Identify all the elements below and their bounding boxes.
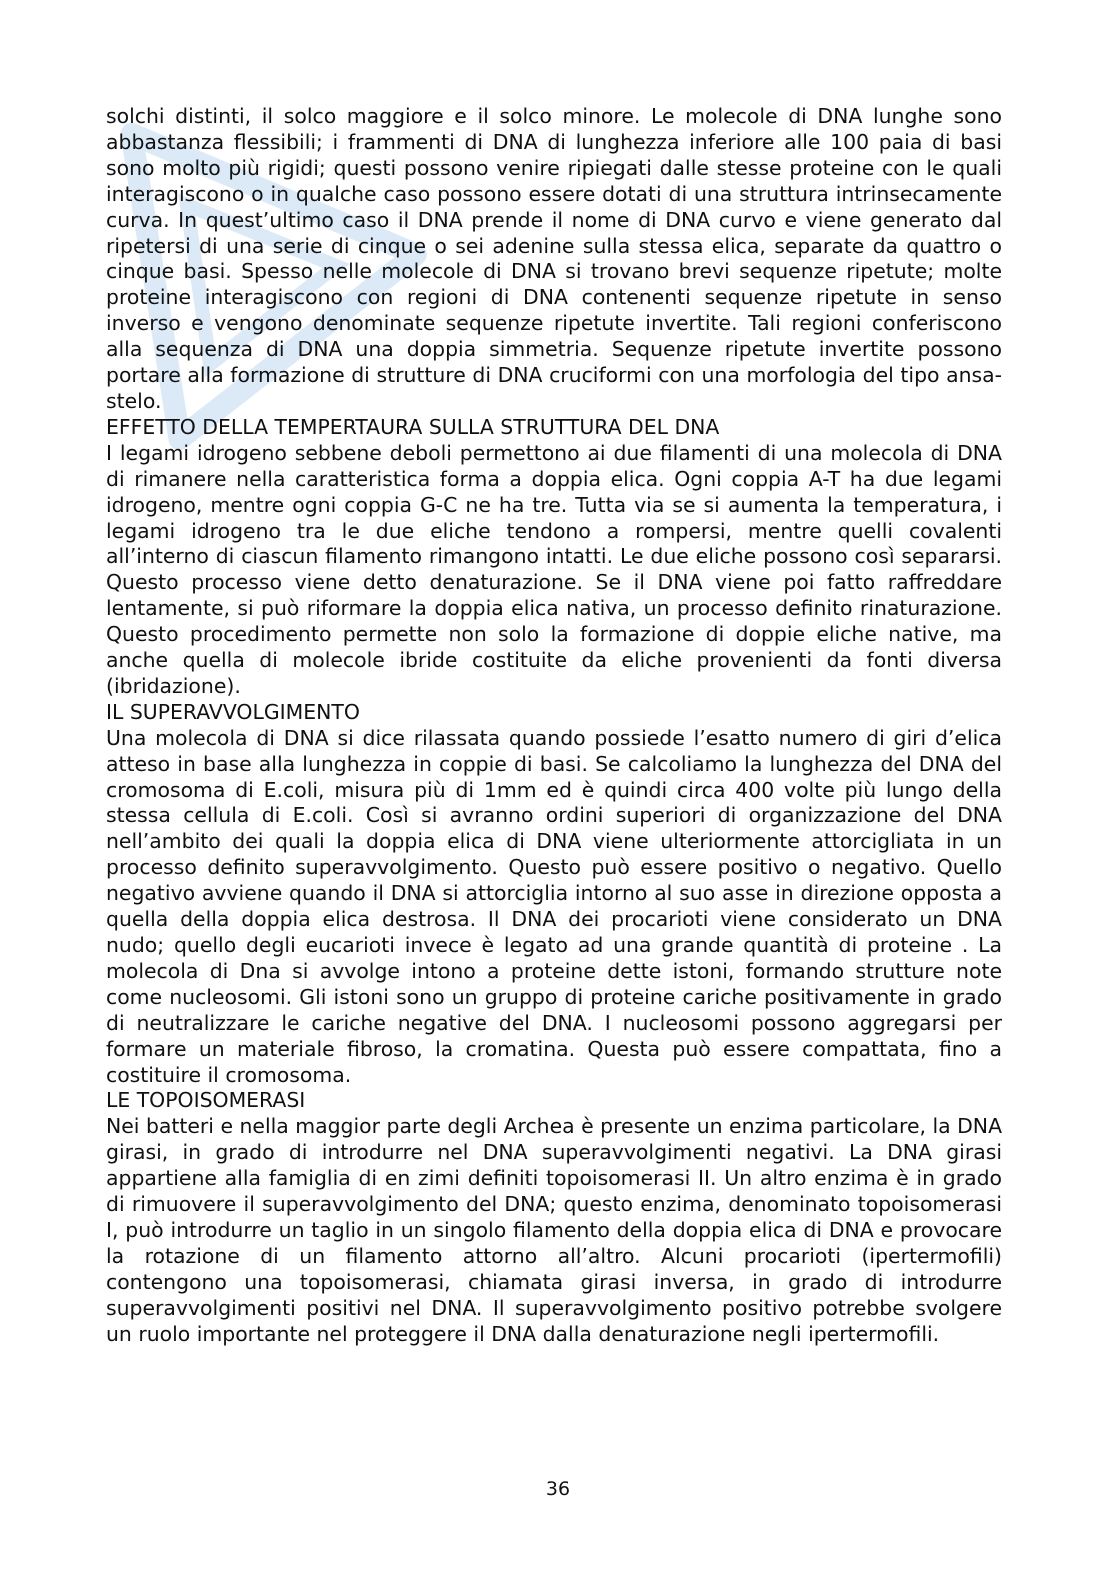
paragraph-temperature: I legami idrogeno sebbene deboli permettono ai due filamenti di una molecola di DNA di rimanere nella caratteristica forma a doppia elica. Ogni coppia A-T ha due legami idrogeno, mentre ogni coppia G-C ne ha tre. Tutta via se si aumenta la temperatura, i legami idrogeno tra le due eliche tendono a rompersi, mentre quelli covalenti all’interno di ciascun filamento rimangono intatti. Le due eliche possono così separarsi. Questo processo viene detto denaturazione. Se il DNA viene poi fatto raffreddare lentamente, si può riformare la doppia elica nativa, un processo definito rinaturazione. Questo procedimento permette non solo la formazione di doppie eliche native, ma anche quella di molecole ibride costituite da eliche provenienti da fonti diversa (ibridazione). [106,440,1002,698]
paragraph-intro: solchi distinti, il solco maggiore e il solco minore. Le molecole di DNA lunghe sono abbastanza flessibili; i frammenti di DNA di lunghezza inferiore alle 100 paia di basi sono molto più rigidi; questi possono venire ripiegati dalle stesse proteine con le quali interagiscono o in qualche caso possono essere dotati di una struttura intrinsecamente curva. In quest’ultimo caso il DNA prende il nome di DNA curvo e viene generato dal ripetersi di una serie di cinque o sei adenine sulla stessa elica, separate da quattro o cinque basi. Spesso nelle molecole di DNA si trovano brevi sequenze ripetute; molte proteine interagiscono con regioni di DNA contenenti sequenze ripetute in senso inverso e vengono denominate sequenze ripetute invertite. Tali regioni conferiscono alla sequenza di DNA una doppia simmetria. Sequenze ripetute invertite possono portare alla formazione di strutture di DNA cruciformi con una morfologia del tipo ansa-stelo. [106,104,1002,413]
heading-topoisomerases: LE TOPOISOMERASI [106,1088,306,1113]
paragraph-topoisomerases: Nei batteri e nella maggior parte degli Archea è presente un enzima particolare, la DNA girasi, in grado di introdurre nel DNA superavvolgimenti negativi. La DNA girasi appartiene alla famiglia di en zimi definiti topoisomerasi II. Un altro enzima è in grado di rimuovere il superavvolgimento del DNA; questo enzima, denominato topoisomerasi I, può introdurre un taglio in un singolo filamento della doppia elica di DNA e provocare la rotazione di un filamento attorno all’altro. Alcuni procarioti (ipertermofili) contengono una topoisomerasi, chiamata girasi inversa, in grado di introdurre superavvolgimenti positivi nel DNA. Il superavvolgimento positivo potrebbe svolgere un ruolo importante nel proteggere il DNA dalla denaturazione negli ipertermofili. [106,1114,1003,1346]
heading-temperature: EFFETTO DELLA TEMPERTAURA SULLA STRUTTURA DEL DNA [106,414,720,439]
paragraph-supercoiling: Una molecola di DNA si dice rilassata quando possiede l’esatto numero di giri d’elica atteso in base alla lunghezza in coppie di basi. Se calcoliamo la lunghezza del DNA del cromosoma di E.coli, misura più di 1mm ed è quindi circa 400 volte più lungo della stessa cellula di E.coli. Così si avranno ordini superiori di organizzazione del DNA nell’ambito dei quali la doppia elica di DNA viene ulteriormente attorcigliata in un processo definito superavvolgimento. Questo può essere positivo o negativo. Quello negativo avviene quando il DNA si attorciglia intorno al suo asse in direzione opposta a quella della doppia elica destrosa. Il DNA dei procarioti viene considerato un DNA nudo; quello degli eucarioti invece è legato ad una grande quantità di proteine . La molecola di Dna si avvolge intono a proteine dette istoni, formando strutture note come nucleosomi. Gli istoni sono un gruppo di proteine cariche positivamente in grado di neutralizzare le cariche negative del DNA. I nucleosomi possono aggregarsi per formare un materiale fibroso, la cromatina. Questa può essere compattata, fino a costituire il cromosoma. [106,725,1002,1087]
document-body [106,104,1002,1348]
heading-supercoiling: IL SUPERAVVOLGIMENTO [106,699,360,724]
page-number: 36 [545,1478,571,1500]
